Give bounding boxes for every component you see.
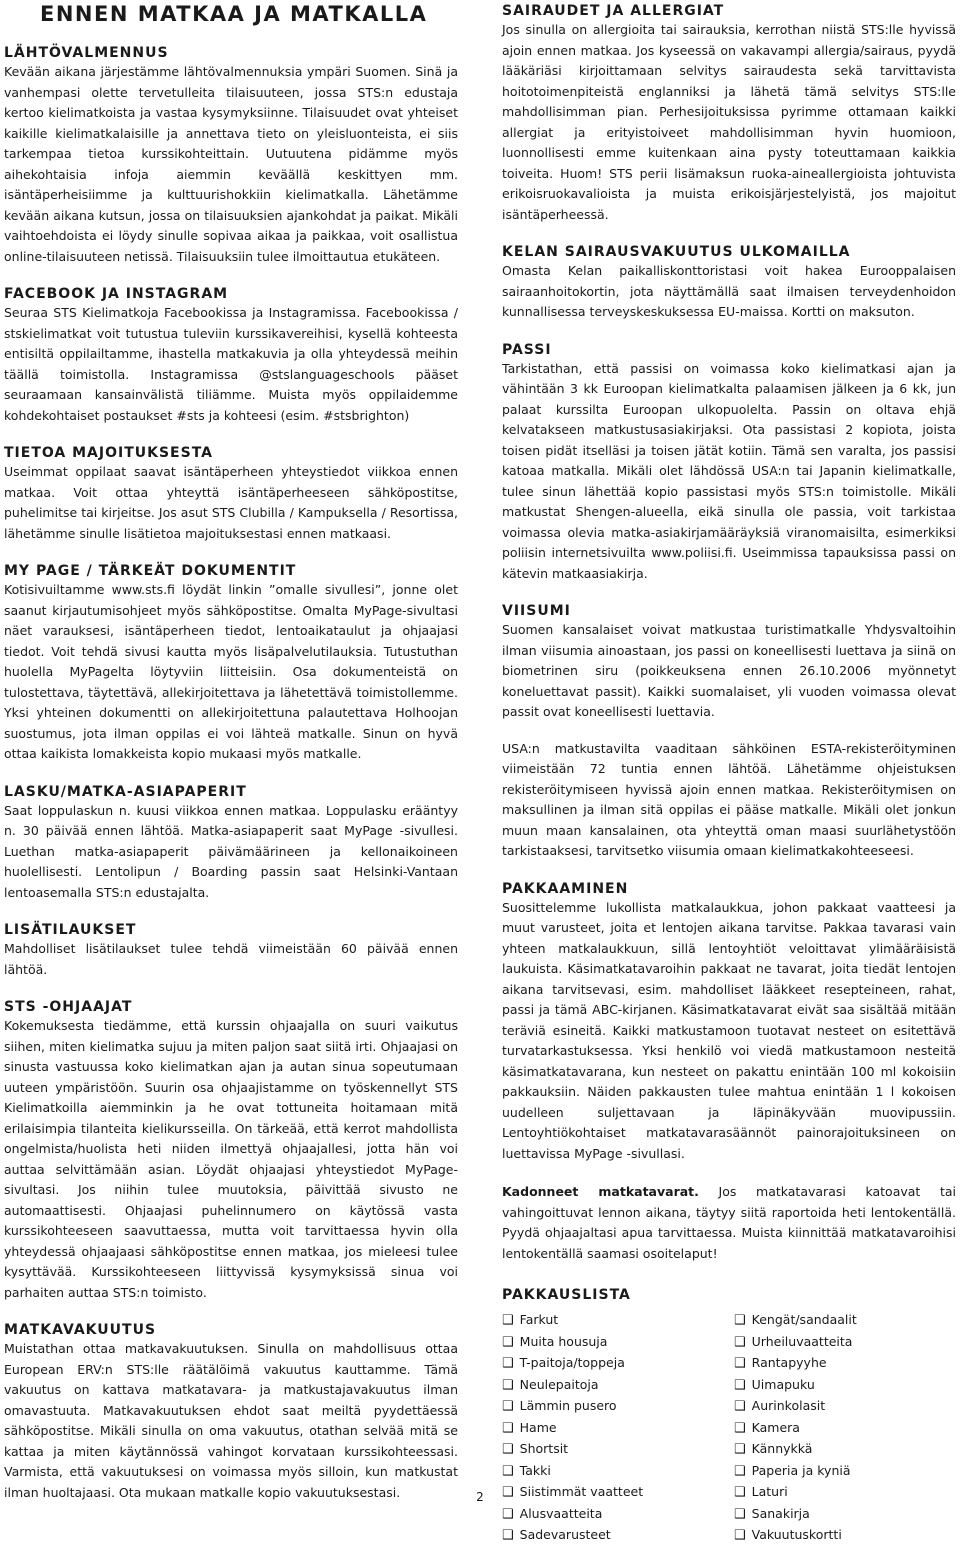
checkbox-icon: ❑	[734, 1313, 746, 1328]
checkbox-icon: ❑	[502, 1506, 514, 1522]
section-text: Kevään aikana järjestämme lähtövalmennuksia ympäri Suomen. Sinä ja vanhempasi olette tervetulleita tilaisuuteen, jossa STS:n edustaja kertoo kielimatkoista ja vastaa kysymyksiinne. Tilaisuudet ovat yhteiset kaikille kielimatkalaisille ja annettava tieto on yleisluonteista, ei siis tarkempaa tietoa kurssikohteittain. Uutuutena pidämme myös aihekohtaisia infoja aiemmin keväällä keskittyen mm. isäntäperheisiimme ja kulttuurishokkiin kielimatkalla. Lähetämme kevään aikana kutsun, jossa on tilaisuuksien ajankohdat ja paikat. Mikäli vaihtoehdoista ei löydy sinulle sopivaa aikaa ja paikkaa, voit osallistua online-tilaisuuteen netissä. Tilaisuuksiin tulee ilmoittautua etukäteen.	[4, 64, 458, 264]
section-majoitus	[4, 444, 458, 544]
section-heading: MATKAVAKUUTUS	[4, 1322, 157, 1338]
section-heading: LÄHTÖVALMENNUS	[4, 45, 169, 61]
checkbox-icon: ❑	[734, 1399, 746, 1414]
packing-list-label: Hame	[519, 1419, 557, 1435]
packing-list-item	[734, 1353, 956, 1375]
section-text: Jos sinulla on allergioita tai sairauksia, kerrothan niistä STS:lle hyvissä ajoin ennen matkaa. Jos kyseessä on vakavampi allergia/sairaus, pyydä lääkäriäsi kirjoittamaan selvitys sairaudesta sekä tarvittavista hoitotoimenpiteistä englanniksi ja lähetä tämä selvitys STS:lle mahdollisimman pian. Perhesijoituksissa pyrimme ottamaan kaikki allergiat ja erityistoiveet mahdollisimman hyvin huomioon, luonnollisesti emme kuitenkaan aina pysty toteuttamaan kaikkia toiveita. Huom! STS perii lisämaksun ruoka-aineallergioista johtuvista erikoisruokavalioista ja muista erikoisjärjestelyistä, jos majoitut isäntäperheessä.	[502, 22, 956, 222]
checkbox-icon: ❑	[502, 1399, 514, 1414]
checkbox-icon: ❑	[502, 1420, 514, 1436]
left-column	[4, 0, 458, 1517]
lost-luggage-lead: Kadonneet matkatavarat.	[502, 1184, 699, 1199]
page-number: 2	[476, 1490, 484, 1504]
section-heading: LASKU/MATKA-ASIAPAPERIT	[4, 783, 247, 800]
packing-list-item	[734, 1310, 956, 1332]
checkbox-icon: ❑	[502, 1528, 514, 1543]
right-column	[502, 0, 956, 1561]
packing-list-item	[734, 1461, 956, 1483]
packing-list-label: Takki	[519, 1462, 551, 1478]
packing-list-item	[734, 1375, 956, 1397]
packing-list-label: Lämmin pusero	[519, 1398, 617, 1413]
section-facebook	[4, 285, 458, 426]
checkbox-icon: ❑	[734, 1506, 746, 1522]
section-heading: SAIRAUDET JA ALLERGIAT	[502, 3, 725, 19]
section-pakkaaminen	[502, 880, 956, 1165]
section-heading: PASSI	[502, 341, 552, 358]
section-text: Seuraa STS Kielimatkoja Facebookissa ja Instagramissa. Facebookissa / stskielimatkat voit tutustua tuleviin kurssikavereihisi, kysellä kohteesta entisiltä oppilailtamme, ihastella matkakuvia ja olla yhteydessä meihin täällä toimistolla. Instagramissa @stslanguageschools pääset seuraamaan kansainvälistä tiliämme. Muista myös oppilaidemme kohdekohtaiset postaukset #sts ja kohteesi (esim. #stsbrighton)	[4, 305, 458, 423]
packing-list-item	[734, 1332, 956, 1354]
section-heading: TIETOA MAJOITUKSESTA	[4, 445, 213, 461]
section-text: Kotisivuiltamme www.sts.fi löydät linkin ”omalle sivullesi”, jonne olet saanut kirjautumisohjeet myös sähköpostitse. Omalta MyPage-sivultasi näet varauksesi, isäntäperheen tiedot, lentoaikataulut ja ohjaajasi tiedot. Voit tehdä sivusi kautta myös lisäpalvelutilauksia. Tutustuthan huolella MyPagelta löytyviin liitteisiin. Osa dokumenteistä on tulostettava, täytettävä, allekirjoitettava ja lähetettävä toimistollemme. Yksi yhteinen dokumentti on allekirjoitettuna palautettava Holhoojan suostumus, jota ilman oppilas ei voi lähteä matkalle. Sinun on hyvä ottaa kaikista lomakkeista kopio mukaasi myös matkalle.	[4, 582, 458, 761]
section-text: Saat loppulaskun n. kuusi viikkoa ennen matkaa. Loppulasku erääntyy n. 30 päivää ennen lähtöä. Matka-asiapaperit saat MyPage -sivullesi. Luethan matka-asiapaperit päivämäärineen ja kellonaikoineen huolellisesti. Lentolipun / Boarding passin saat Helsinki-Vantaan lentoasemalla STS:n edustajalta.	[4, 802, 458, 900]
checkbox-icon: ❑	[502, 1356, 514, 1371]
checkbox-icon: ❑	[502, 1485, 514, 1500]
packing-list-item	[502, 1353, 734, 1375]
checkbox-icon: ❑	[734, 1442, 746, 1457]
packing-list-label: Rantapyyhe	[751, 1355, 827, 1370]
packing-list-item	[734, 1418, 956, 1440]
page-title: ENNEN MATKAA JA MATKALLA	[40, 2, 428, 26]
checkbox-icon: ❑	[502, 1313, 514, 1328]
section-text: Tarkistathan, että passisi on voimassa koko kielimatkasi ajan ja vähintään 3 kk Euroopan kielimatkalta palaamisen jälkeen ja 6 kk, jun palaat kurssilta Euroopan ulkopuolelta. Passin on oltava ehjä kelvatakseen matkustusasiakirjaksi. Ota passistasi 2 kopiota, joista toisen pidät itselläsi ja toisen jätät kotiin. Tämä sen varalta, jos passisi katoaa matkalla. Mikäli olet lähdössä USA:n tai Japanin kielimatkalle, tulee sinun lähettää kopio passistasi myös STS:n toimistolle. Mikäli matkustat Shengen-alueella, eikä sinulla ole passia, voit tarkistaa voimassa olevia matka-asiakirjamääräyksiä viranomaisilta, esimerkiksi poliisin internetsivuilta www.poliisi.fi. Useimmissa tapauksissa passi on kätevin matkaasiakirja.	[502, 360, 956, 581]
packing-list-label: Neulepaitoja	[519, 1376, 599, 1392]
section-heading: PAKKAAMINEN	[502, 880, 629, 897]
checkbox-icon: ❑	[502, 1463, 514, 1479]
checkbox-icon: ❑	[502, 1377, 514, 1393]
packing-list-item	[502, 1504, 734, 1526]
section-kela	[502, 243, 956, 323]
lost-luggage-text: Jos matkatavarasi katoavat tai vahingoittuvat lennon aikana, täytyy siitä raportoida heti lentokentällä. Pyydä ohjaajaltasi apua tarvittaessa. Muista kiinnittää matkatavaroihisi lentokentällä saamasi osoitelaput!	[502, 1184, 956, 1261]
section-text-continued: USA:n matkustavilta vaaditaan sähköinen ESTA-rekisteröityminen viimeistään 72 tuntia ennen lähtöä. Lähetämme ohjeistuksen rekisteröitymiseen hyvissä ajoin ennen matkaa. Rekisteröitymisen on maksullinen ja ilman sitä oppilas ei pääse matkalle. Mikäli olet jonkun muun maan kansalainen, ota yhteyttä oman maasi suurlähetystöön tarkistaaksesi, tarvitsetko viisumia omaan kielimatkakohteeseesi.	[502, 740, 956, 858]
section-packing-list	[502, 1286, 956, 1547]
checkbox-icon: ❑	[734, 1463, 746, 1479]
section-allergiat	[502, 2, 956, 225]
checkbox-icon: ❑	[734, 1356, 746, 1371]
packing-list-item	[734, 1439, 956, 1461]
packing-list-label: Laturi	[751, 1484, 788, 1499]
packing-list-label: Paperia ja kyniä	[751, 1462, 851, 1478]
packing-list-label: Farkut	[519, 1312, 559, 1327]
section-lisatilaukset	[4, 921, 458, 980]
packing-list-label: T-paitoja/toppeja	[519, 1355, 625, 1370]
checkbox-icon: ❑	[734, 1528, 746, 1543]
packing-list-label: Urheiluvaatteita	[751, 1333, 853, 1349]
section-passi	[502, 341, 956, 585]
checkbox-icon: ❑	[734, 1420, 746, 1436]
section-heading: PAKKAUSLISTA	[502, 1287, 631, 1303]
packing-list-label: Shortsit	[519, 1441, 569, 1456]
checkbox-icon: ❑	[502, 1334, 514, 1350]
packing-list-item	[502, 1332, 734, 1354]
packing-list-label: Sadevarusteet	[519, 1527, 611, 1542]
packing-list-item	[502, 1310, 734, 1332]
packing-list-label: Alusvaatteita	[519, 1505, 603, 1521]
section-matkavakuutus	[4, 1321, 458, 1503]
packing-list-item	[502, 1375, 734, 1397]
section-text: Muistathan ottaa matkavakuutuksen. Sinulla on mahdollisuus ottaa European ERV:n STS:lle räätälöimä vakuutus kauttamme. Tämä vakuutus on kattava matkatavara- ja matkustajavakuutus ilman omavastuuta. Matkavakuutuksen ehdot saat meiltä pyydettäessä sähköpostitse. Mikäli sinulla on oma vakuutus, otathan selvää mitä se kattaa ja miten käytännössä vahingot korvataan kurssikohteessasi. Varmista, että vakuutuksesi on voimassa myös silloin, kun matkustat ilman huoltajaasi. Ota mukaan matkalle kopio vakuutuksestasi.	[4, 1341, 458, 1500]
section-heading: VIISUMI	[502, 603, 571, 619]
packing-list-item	[734, 1525, 956, 1547]
packing-list-label: Kamera	[751, 1419, 800, 1435]
packing-list-label: Uimapuku	[751, 1376, 815, 1392]
section-text: Useimmat oppilaat saavat isäntäperheen yhteystiedot viikkoa ennen matkaa. Voit ottaa yhteyttä isäntäperheeseen sähköpostitse, puhelimitse tai kirjeitse. Jos asut STS Clubilla / Kampuksella / Resortissa, lähetämme sinulle lisätietoa majoituksestasi ennen matkaasi.	[4, 464, 458, 541]
section-text: Omasta Kelan paikalliskonttoristasi voit hakea Eurooppalaisen sairaanhoitokortin, jota näyttämällä saat ilmaisen terveydenhoidon kunnallisessa terveyskeskuksessa EU-maissa. Kortti on maksuton.	[502, 263, 956, 319]
section-heading: MY PAGE / TÄRKEÄT DOKUMENTIT	[4, 563, 297, 579]
packing-list-right	[734, 1310, 956, 1547]
section-heading: FACEBOOK JA INSTAGRAM	[4, 286, 229, 302]
section-ohjaajat	[4, 998, 458, 1303]
section-text: Mahdolliset lisätilaukset tulee tehdä viimeistään 60 päivää ennen lähtöä.	[4, 941, 458, 977]
section-lost-luggage	[502, 1182, 956, 1264]
section-heading: LISÄTILAUKSET	[4, 922, 137, 938]
section-text: Kokemuksesta tiedämme, että kurssin ohjaajalla on suuri vaikutus siihen, miten kielimatka sujuu ja miten paljon saat siitä irti. Ohjaajasi on sinusta vastuussa koko kielimatkan ajan ja autan sinua sopeutumaan uuteen ympäristöön. Suurin osa ohjaajistamme on työskennellyt STS Kielimatkoilla aiemminkin ja he ovat tottuneita hoitamaan mitä erilaisimpia tilanteita kielikursseilla. On tärkeää, että kerrot mahdollista ongelmista/huolista heti niiden ilmettyä ohjaajallesi, jotta hän voi auttaa selvittämään asian. Löydät ohjaajasi yhteystiedot MyPage-sivultasi. Jos niihin tulee muutoksia, päivittää sivusto ne automaattisesti. Ohjaajasi puhelinnumero on käytössä vasta kurssikohteeseen saavuttaessa, mutta voit tarvittaessa hyvin olla yhteydessä ohjaajaasi sähköpostitse ennen matkaa, jos mieleesi tulee kysyttävää. Kurssikohteeseen liittyvissä kysymyksissä sinua voi parhaiten auttaa STS:n toimisto.	[4, 1018, 458, 1300]
lost-luggage-paragraph	[502, 1182, 956, 1264]
checkbox-icon: ❑	[734, 1485, 746, 1500]
section-lahtovalmennus	[4, 44, 458, 267]
packing-list-item	[502, 1461, 734, 1483]
packing-list-label: Vakuutuskortti	[751, 1527, 842, 1542]
packing-checklist	[502, 1310, 956, 1547]
checkbox-icon: ❑	[502, 1442, 514, 1457]
section-heading: STS -OHJAAJAT	[4, 999, 133, 1015]
section-text: Suosittelemme lukollista matkalaukkua, johon pakkaat vaatteesi ja muut varusteet, joita et lentojen aikana tarvitse. Pakkaa tavarasi vain yhteen matkalaukkuun, sillä lentoyhtiöt veloittavat ylimääräisistä laukuista. Käsimatkatavaroihin pakkaat ne tavarat, joita tiedät lentojen aikana tarvitsevasi, esim. mahdolliset lääkkeet resepteineen, rahat, passi ja tämä ABC-kirjanen. Käsimatkatavarat eivät saa sisältää mitään teräviä esineitä. Kaikki matkustamoon tuotavat nesteet on esitettävä turvatarkastuksessa. Yksi henkilö voi viedä matkustamoon nesteitä käsimatkatavarana, kun nesteet on pakattu enintään 100 ml kokoisiin pakkauksiin. Näiden pakkausten tulee mahtua enintään 1 l kokoisen uudelleen suljettavaan ja läpinäkyvään muovipussiin. Lentoyhtiökohtaiset matkatavarasäännöt painorajoituksineen on luettavissa MyPage -sivullasi.	[502, 899, 956, 1161]
checkbox-icon: ❑	[734, 1377, 746, 1393]
packing-list-item	[502, 1396, 734, 1418]
packing-list-label: Kännykkä	[751, 1441, 813, 1456]
section-heading: KELAN SAIRAUSVAKUUTUS ULKOMAILLA	[502, 244, 851, 260]
packing-list-item	[734, 1504, 956, 1526]
packing-list-label: Siistimmät vaatteet	[519, 1484, 644, 1499]
checkbox-icon: ❑	[734, 1334, 746, 1350]
section-viisumi	[502, 602, 956, 862]
packing-list-label: Kengät/sandaalit	[751, 1312, 857, 1327]
packing-list-item	[502, 1525, 734, 1547]
packing-list-left	[502, 1310, 734, 1547]
packing-list-label: Muita housuja	[519, 1333, 608, 1349]
section-lasku	[4, 783, 458, 904]
packing-list-label: Sanakirja	[751, 1505, 810, 1521]
section-mypage	[4, 562, 458, 765]
section-text: Suomen kansalaiset voivat matkustaa turistimatkalle Yhdysvaltoihin ilman viisumia ainoastaan, jos passi on koneellisesti luettava ja siinä on biometrinen siru (poikkeuksena ennen 26.10.2006 myönnetyt koneluettavat passit). Kaikki suomalaiset, yli vuoden voimassa olevat passit ovat koneellisesti luettavia.	[502, 622, 956, 719]
packing-list-item	[734, 1396, 956, 1418]
packing-list-item	[502, 1418, 734, 1440]
packing-list-item	[502, 1439, 734, 1461]
packing-list-label: Aurinkolasit	[751, 1398, 826, 1413]
